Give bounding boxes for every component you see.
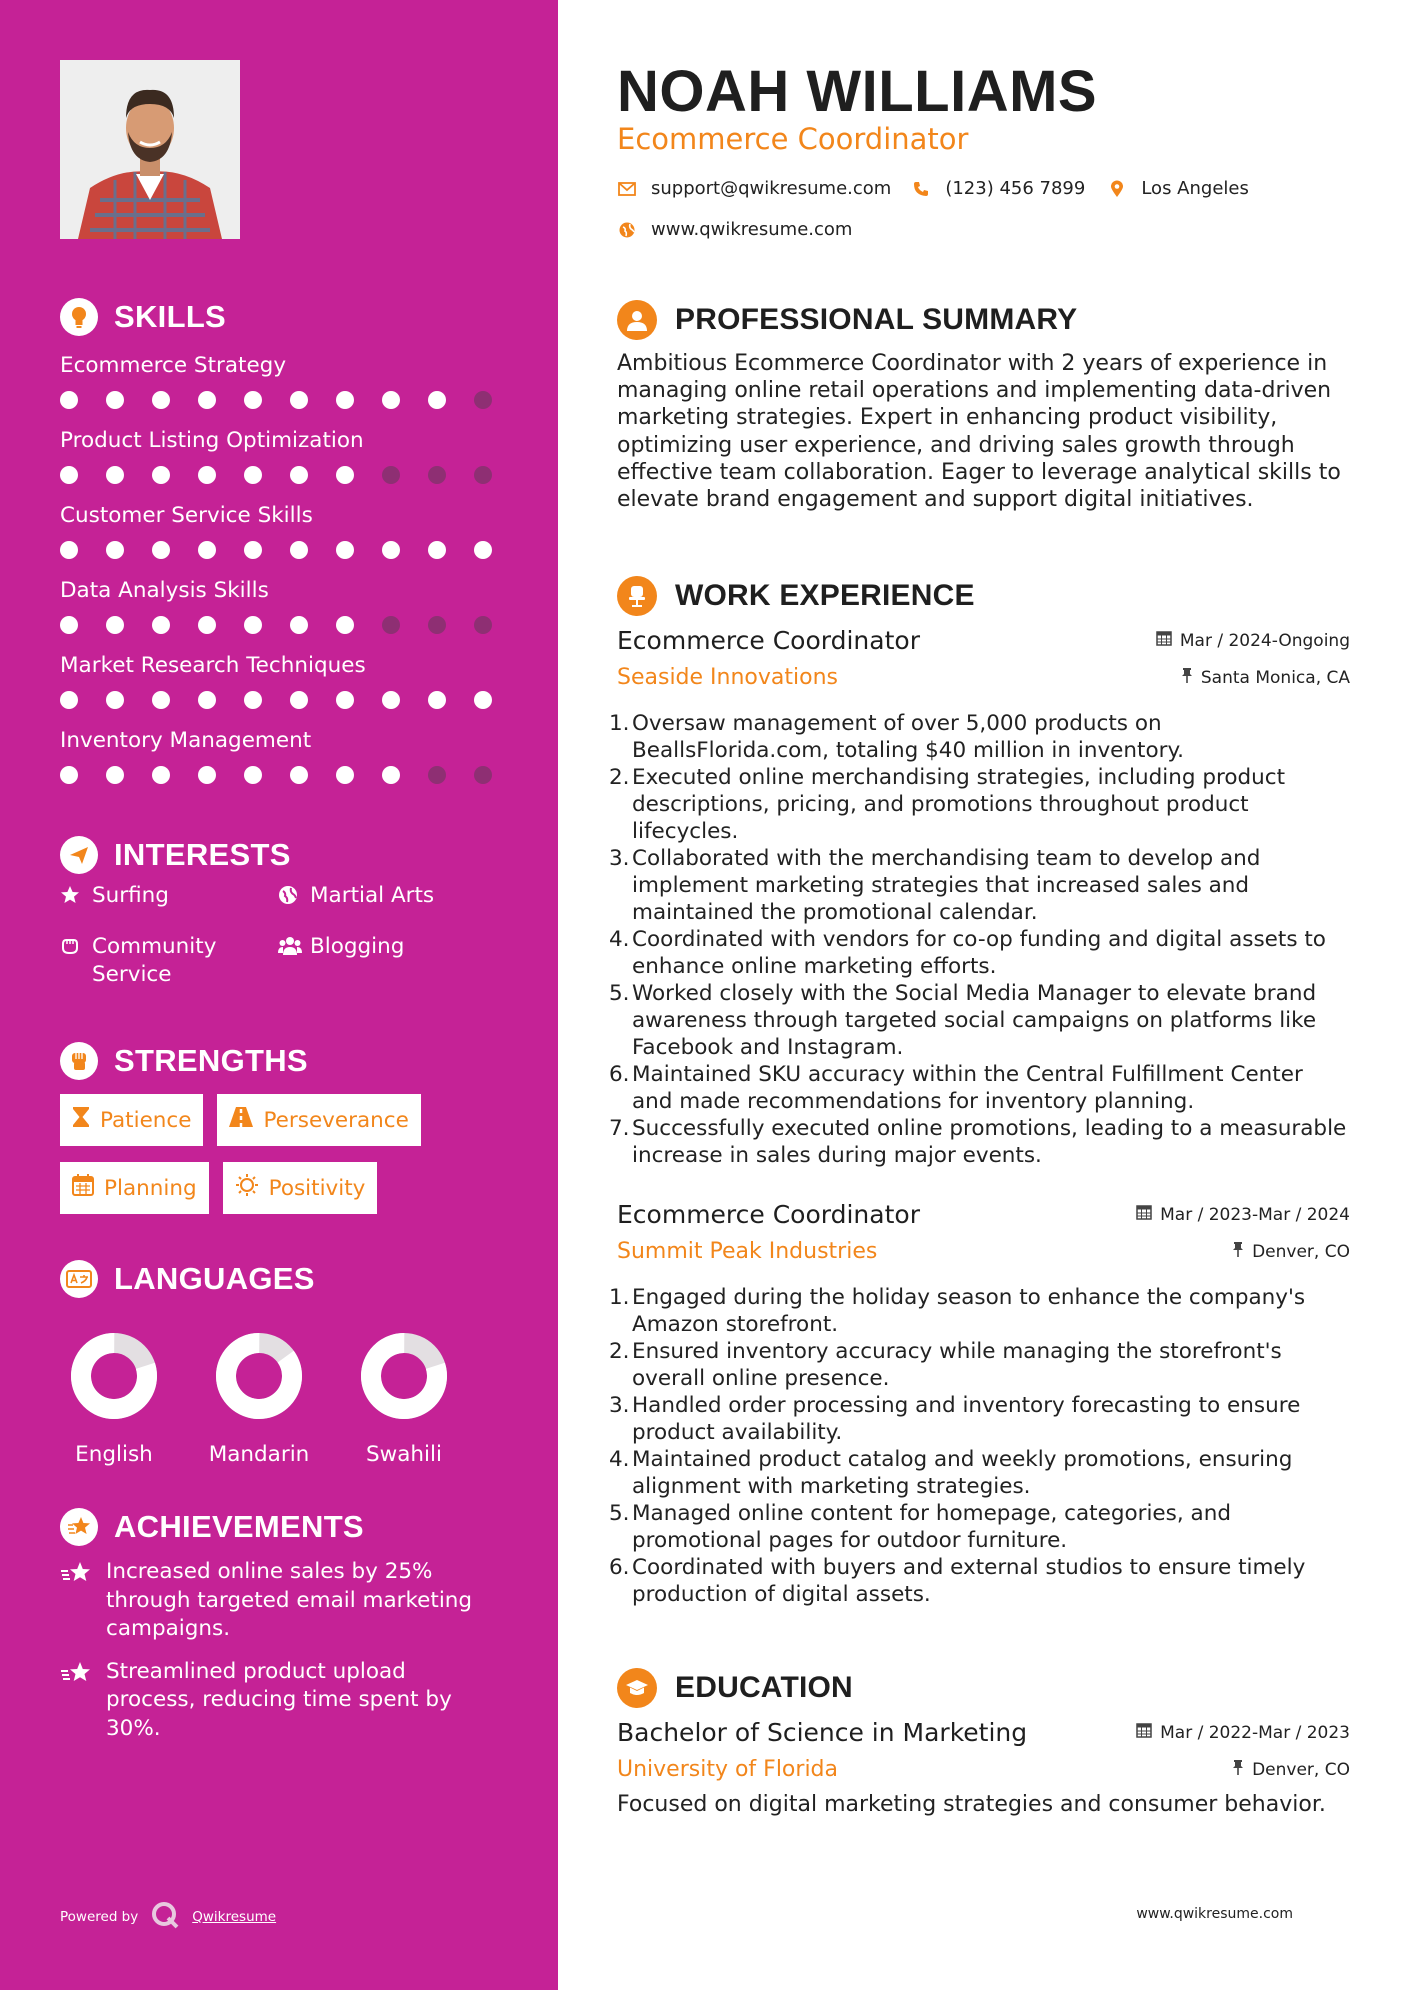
- job-dates: [1136, 1204, 1350, 1225]
- skill-dot-filled: [198, 616, 216, 634]
- achievements-heading: [60, 1508, 364, 1546]
- user-icon: [617, 300, 657, 340]
- interest-item: [60, 882, 278, 913]
- job-bullets: [609, 710, 1350, 1169]
- job-bullets: [609, 1284, 1350, 1608]
- achievement-item: [60, 1658, 500, 1744]
- skill-dot-empty: [474, 391, 492, 409]
- skill-rating: [60, 691, 500, 709]
- skill-dot-filled: [382, 541, 400, 559]
- job-bullet: 7. Successfully executed online promotions, leading to a measurable increase in sales during major events.: [609, 1116, 1347, 1168]
- job-location: [1232, 1241, 1350, 1262]
- skill-rating: [60, 766, 500, 784]
- job-bullet: 5. Worked closely with the Social Media Manager to elevate brand awareness through targeted social campaigns on platforms like Facebook and Instagram.: [609, 981, 1317, 1060]
- strength-chip: [223, 1162, 378, 1214]
- skill-dot-filled: [152, 391, 170, 409]
- powered-by: [60, 1900, 276, 1934]
- skill-dot-filled: [336, 391, 354, 409]
- skill-dot-empty: [474, 466, 492, 484]
- skill-item: [60, 652, 500, 727]
- globe-icon: [617, 222, 637, 238]
- skill-dot-filled: [106, 766, 124, 784]
- job-company: Summit Peak Industries: [617, 1239, 878, 1264]
- job-bullet: 1. Oversaw management of over 5,000 products on BeallsFlorida.com, totaling $40 million in inventory.: [609, 711, 1184, 763]
- skill-item: [60, 427, 500, 502]
- skill-dot-filled: [106, 541, 124, 559]
- lightbulb-icon: [60, 298, 98, 336]
- job-dates: [1156, 630, 1350, 651]
- skill-dot-filled: [60, 766, 78, 784]
- language-item: [352, 1324, 456, 1467]
- contact-email[interactable]: support@qwikresume.com: [651, 178, 892, 199]
- skill-dot-filled: [106, 616, 124, 634]
- sun-icon: [235, 1173, 259, 1203]
- job-bullet: 6. Coordinated with buyers and external studios to ensure timely production of digital assets.: [609, 1555, 1306, 1607]
- languages-title: LANGUAGES: [114, 1261, 315, 1296]
- skill-dot-filled: [244, 466, 262, 484]
- skill-dot-filled: [152, 766, 170, 784]
- skill-dot-filled: [290, 616, 308, 634]
- skill-dot-filled: [106, 391, 124, 409]
- graduation-cap-icon: [617, 1668, 657, 1708]
- achievements-title: ACHIEVEMENTS: [114, 1509, 364, 1544]
- job-bullet: 4. Maintained product catalog and weekly promotions, ensuring alignment with marketing strategies.: [609, 1447, 1293, 1499]
- skill-dot-filled: [198, 691, 216, 709]
- education-location: [1232, 1759, 1350, 1780]
- profile-photo: [60, 60, 240, 239]
- skill-dot-filled: [198, 766, 216, 784]
- calendar-icon: [1156, 630, 1172, 651]
- languages-heading: [60, 1260, 315, 1298]
- job-location: [1181, 667, 1350, 688]
- fist-icon: [60, 1042, 98, 1080]
- hourglass-icon: [72, 1106, 90, 1134]
- job-dates-text: Mar / 2023-Mar / 2024: [1160, 1204, 1350, 1225]
- language-name: English: [75, 1442, 153, 1467]
- skill-dot-filled: [474, 541, 492, 559]
- skill-dot-filled: [474, 691, 492, 709]
- skill-dot-filled: [382, 691, 400, 709]
- strength-chip: [217, 1094, 420, 1146]
- job-bullet: 2. Ensured inventory accuracy while managing the storefront's overall online presence.: [609, 1339, 1282, 1391]
- qwikresume-logo-icon: [150, 1900, 180, 1934]
- pushpin-icon: [1232, 1759, 1244, 1780]
- job-entry: [609, 1200, 1350, 1608]
- shooting-star-icon: [60, 1658, 94, 1744]
- skill-dot-filled: [428, 691, 446, 709]
- language-donut: [352, 1324, 456, 1428]
- skill-dot-filled: [336, 541, 354, 559]
- hand-icon: [60, 933, 82, 989]
- skill-item: [60, 577, 500, 652]
- education-location-text: Denver, CO: [1252, 1759, 1350, 1780]
- skill-dot-filled: [244, 616, 262, 634]
- translate-icon: [60, 1260, 98, 1298]
- strength-chip: [60, 1094, 203, 1146]
- skill-dot-filled: [244, 766, 262, 784]
- education-dates: [1136, 1722, 1350, 1743]
- language-donut: [62, 1324, 166, 1428]
- school-name: University of Florida: [617, 1757, 838, 1782]
- skill-dot-empty: [428, 466, 446, 484]
- experience-heading: [617, 576, 975, 616]
- skills-title: SKILLS: [114, 299, 227, 334]
- skill-rating: [60, 616, 500, 634]
- job-bullet: 4. Coordinated with vendors for co-op funding and digital assets to enhance online marketing efforts.: [609, 927, 1326, 979]
- job-title: Ecommerce Coordinator: [617, 626, 920, 655]
- envelope-icon: [617, 182, 637, 196]
- pushpin-icon: [1232, 1241, 1244, 1262]
- skill-item: [60, 727, 500, 802]
- strengths-heading: [60, 1042, 308, 1080]
- skill-name: Inventory Management: [60, 728, 312, 753]
- language-donut: [207, 1324, 311, 1428]
- language-name: Swahili: [366, 1442, 442, 1467]
- skill-dot-filled: [60, 691, 78, 709]
- strength-label: Positivity: [268, 1175, 366, 1201]
- strength-label: Patience: [100, 1107, 192, 1133]
- skill-dot-filled: [152, 616, 170, 634]
- interest-item: [278, 882, 508, 913]
- skill-dot-filled: [152, 541, 170, 559]
- interest-label: Surfing: [92, 883, 169, 908]
- skill-dot-filled: [106, 466, 124, 484]
- calendar-icon: [1136, 1722, 1152, 1743]
- education-title: EDUCATION: [675, 1671, 853, 1704]
- skill-dot-filled: [198, 391, 216, 409]
- skill-dot-empty: [428, 616, 446, 634]
- summary-title: PROFESSIONAL SUMMARY: [675, 303, 1078, 336]
- star-icon: [60, 882, 82, 913]
- degree-title: Bachelor of Science in Marketing: [617, 1718, 1028, 1747]
- interest-item: [278, 933, 508, 989]
- education-description: Focused on digital marketing strategies and consumer behavior.: [617, 1792, 1326, 1817]
- skill-dot-empty: [382, 616, 400, 634]
- skill-dot-filled: [290, 766, 308, 784]
- skill-name: Customer Service Skills: [60, 503, 313, 528]
- skill-dot-filled: [428, 541, 446, 559]
- contact-location: Los Angeles: [1141, 178, 1249, 199]
- chair-icon: [617, 576, 657, 616]
- powered-by-label: Powered by: [60, 1909, 139, 1925]
- skill-dot-filled: [60, 541, 78, 559]
- interests-list: [60, 882, 520, 989]
- skill-dot-filled: [244, 541, 262, 559]
- sidebar: [0, 0, 558, 1990]
- skill-dot-filled: [290, 541, 308, 559]
- footer-url[interactable]: www.qwikresume.com: [1136, 1906, 1293, 1922]
- main-content: [609, 0, 1350, 1990]
- skill-dot-filled: [198, 541, 216, 559]
- job-title: Ecommerce Coordinator: [617, 1200, 920, 1229]
- calendar-icon: [72, 1174, 94, 1202]
- achievement-text: Increased online sales by 25% through targeted email marketing campaigns.: [106, 1559, 473, 1641]
- language-item: [207, 1324, 311, 1467]
- strength-label: Perseverance: [263, 1107, 409, 1133]
- qwikresume-link[interactable]: Qwikresume: [192, 1909, 277, 1925]
- skill-dot-filled: [336, 766, 354, 784]
- skill-dot-filled: [60, 616, 78, 634]
- experience-title: WORK EXPERIENCE: [675, 579, 975, 612]
- strengths-list: [60, 1094, 520, 1230]
- skill-dot-filled: [336, 616, 354, 634]
- language-ring-fill: [213, 1330, 305, 1422]
- skill-rating: [60, 541, 500, 559]
- education-heading: [617, 1668, 853, 1708]
- language-item: [62, 1324, 166, 1467]
- strengths-title: STRENGTHS: [114, 1043, 308, 1078]
- language-name: Mandarin: [208, 1442, 310, 1467]
- skill-dot-filled: [198, 466, 216, 484]
- job-bullet: 5. Managed online content for homepage, categories, and promotional pages for outdoor furniture.: [609, 1501, 1231, 1553]
- skill-dot-empty: [474, 616, 492, 634]
- job-dates-text: Mar / 2024-Ongoing: [1179, 630, 1350, 651]
- job-bullet: 6. Maintained SKU accuracy within the Central Fulfillment Center and made recommendations for inventory planning.: [609, 1062, 1303, 1114]
- education-entry: [617, 1718, 1350, 1817]
- skill-dot-filled: [244, 391, 262, 409]
- skill-name: Data Analysis Skills: [60, 578, 269, 603]
- candidate-name: NOAH WILLIAMS: [617, 59, 1098, 124]
- skill-name: Ecommerce Strategy: [60, 353, 287, 378]
- skill-rating: [60, 391, 500, 409]
- achievements-list: [60, 1558, 500, 1757]
- interest-label: Blogging: [310, 934, 405, 959]
- contact-website[interactable]: www.qwikresume.com: [651, 219, 853, 240]
- skill-rating: [60, 466, 500, 484]
- skill-dot-empty: [474, 766, 492, 784]
- summary-text: Ambitious Ecommerce Coordinator with 2 years of experience in managing online retail operations and implementing data-driven marketing strategies. Expert in enhancing product visibility, optimizing user experience, and driving sales growth through effective team collaboration. Eager to leverage analytical skills to elevate brand engagement and support digital initiatives.: [617, 351, 1341, 513]
- job-bullet: 3. Collaborated with the merchandising team to develop and implement marketing strategies that increased sales and maintained the promotional calendar.: [609, 846, 1261, 925]
- job-company: Seaside Innovations: [617, 665, 838, 690]
- paper-plane-icon: [60, 836, 98, 874]
- calendar-icon: [1136, 1204, 1152, 1225]
- skill-dot-filled: [290, 466, 308, 484]
- skill-dot-filled: [106, 691, 124, 709]
- job-bullet: 2. Executed online merchandising strategies, including product descriptions, pricing, and promotions throughout product lifecycles.: [609, 765, 1286, 844]
- skill-dot-filled: [60, 466, 78, 484]
- shooting-star-icon: [60, 1558, 94, 1644]
- skill-name: Market Research Techniques: [60, 653, 366, 678]
- candidate-title: Ecommerce Coordinator: [617, 122, 969, 156]
- achievement-text: Streamlined product upload process, reducing time spent by 30%.: [106, 1658, 452, 1741]
- achievement-item: [60, 1558, 500, 1644]
- contact-row: [617, 178, 1249, 199]
- skill-item: [60, 352, 500, 427]
- interest-label: Martial Arts: [310, 883, 435, 908]
- globe-icon: [278, 882, 300, 913]
- education-dates-text: Mar / 2022-Mar / 2023: [1160, 1722, 1350, 1743]
- skill-dot-filled: [290, 691, 308, 709]
- users-icon: [278, 933, 300, 989]
- skill-dot-empty: [428, 766, 446, 784]
- job-entry: [609, 626, 1350, 1169]
- skill-item: [60, 502, 500, 577]
- summary-heading: [617, 300, 1077, 340]
- skills-list: [60, 352, 500, 802]
- skill-dot-filled: [244, 691, 262, 709]
- interest-item: [60, 933, 278, 989]
- award-star-icon: [60, 1508, 98, 1546]
- phone-icon: [911, 181, 931, 197]
- strength-chip: [60, 1162, 209, 1214]
- map-pin-icon: [1107, 180, 1127, 198]
- skill-dot-filled: [60, 391, 78, 409]
- road-icon: [229, 1107, 253, 1133]
- skill-dot-filled: [336, 466, 354, 484]
- job-location-text: Denver, CO: [1252, 1241, 1350, 1262]
- skill-dot-filled: [382, 766, 400, 784]
- interests-heading: [60, 836, 291, 874]
- interest-label: Community Service: [92, 934, 217, 987]
- strength-label: Planning: [104, 1175, 197, 1201]
- contact-row: [617, 219, 852, 240]
- skill-dot-empty: [382, 466, 400, 484]
- skill-dot-filled: [152, 691, 170, 709]
- skill-dot-filled: [428, 391, 446, 409]
- skill-dot-filled: [290, 391, 308, 409]
- skill-name: Product Listing Optimization: [60, 428, 364, 453]
- skills-heading: [60, 298, 226, 336]
- skill-dot-filled: [382, 391, 400, 409]
- job-bullet: 1. Engaged during the holiday season to enhance the company's Amazon storefront.: [609, 1285, 1306, 1337]
- skill-dot-filled: [152, 466, 170, 484]
- job-location-text: Santa Monica, CA: [1200, 667, 1350, 688]
- pushpin-icon: [1181, 667, 1193, 688]
- contact-phone[interactable]: (123) 456 7899: [945, 178, 1086, 199]
- job-bullet: 3. Handled order processing and inventory forecasting to ensure product availability.: [609, 1393, 1301, 1445]
- interests-title: INTERESTS: [114, 837, 291, 872]
- skill-dot-filled: [336, 691, 354, 709]
- languages-list: [62, 1324, 456, 1467]
